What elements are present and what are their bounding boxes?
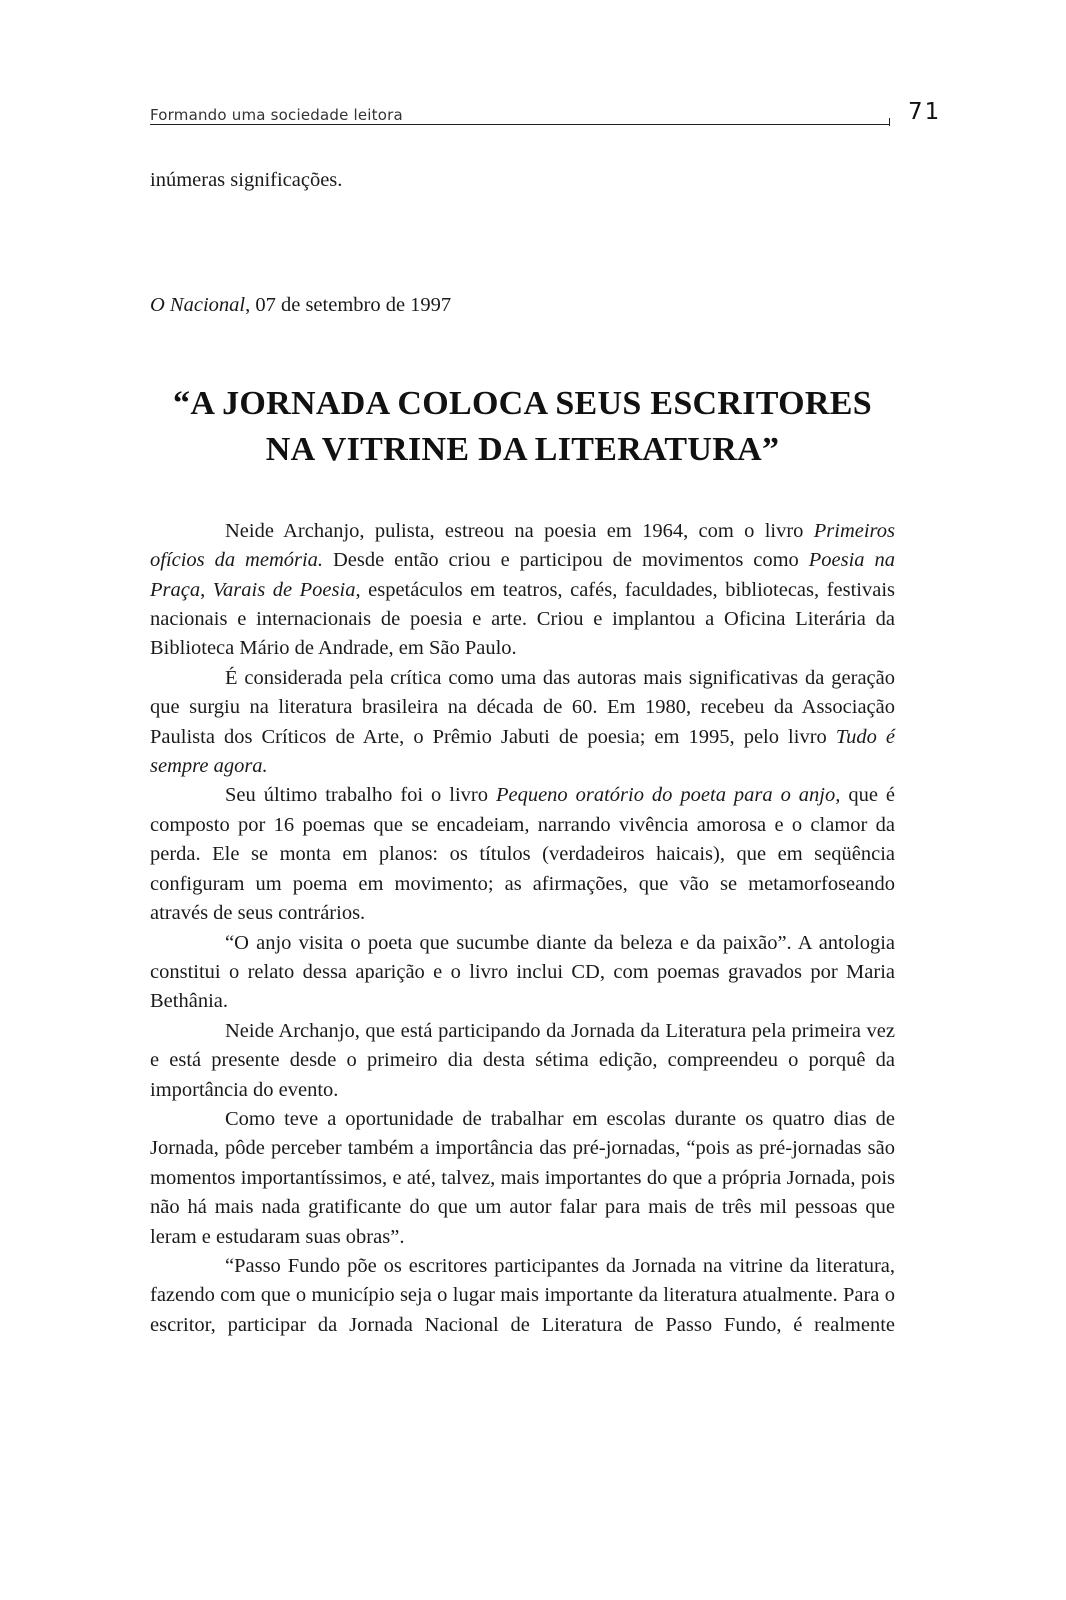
headline-line-2: NA VITRINE DA LITERATURA” — [265, 430, 780, 468]
paragraph-text: Desde então criou e participou de movimentos como — [323, 549, 809, 572]
article-body — [150, 517, 895, 1340]
paragraph-text: Neide Archanjo, que está participando da Jornada da Literatura pela primeira vez e está presente desde o primeiro dia desta sétima edição, compreendeu o porquê da importância do evento. — [150, 1019, 895, 1101]
paragraph-text: É considerada pela crítica como uma das autoras mais significativas da geração que surgiu na literatura brasileira na década de 60. Em 1980, recebeu da Associação Paulista dos Críticos de Arte, o Prêmio Jabuti de poesia; em 1995, pelo livro — [150, 666, 895, 748]
article-paragraph — [150, 929, 895, 1017]
article-paragraph — [150, 1105, 895, 1252]
article-paragraph — [150, 664, 895, 782]
book-title: Formando uma sociedade leitora — [150, 106, 403, 124]
paragraph-text: Como teve a oportunidade de trabalhar em escolas durante os quatro dias de Jornada, pôde perceber também a importância das pré-jornadas, “pois as pré-jornadas são momentos importantíssimos, e até, talvez, mais importantes do que a própria Jornada, pois não há mais nada gratificante do que um autor falar para mais de três mil pessoas que leram e estudaram suas obras”. — [150, 1107, 895, 1248]
article-headline — [150, 381, 895, 473]
italic-title: Primeiros ofícios da memória. — [150, 519, 895, 572]
publication-name: O Nacional — [150, 294, 246, 317]
paragraph-text: que é composto por 16 poemas que se encadeiam, narrando vivência amorosa e o clamor da perda. Ele se monta em planos: os títulos (verdadeiros haicais), que em seqüência configuram um poema em movimento; as afirmações, que vão se metamorfoseando através de seus contrários. — [150, 784, 895, 925]
paragraph-text: Neide Archanjo, pulista, estreou na poesia em 1964, com o livro — [225, 519, 814, 542]
page-number: 71 — [908, 99, 942, 125]
italic-title: Poesia na Praça — [150, 549, 896, 601]
paragraph-text: Seu último trabalho foi o livro — [225, 784, 496, 807]
publication-date: , 07 de setembro de 1997 — [245, 294, 452, 317]
paragraph-text: “Passo Fundo põe os escritores participantes da Jornada na vitrine da literatura, fazendo com que o município seja o lugar mais importante da literatura atualmente. Para o escritor, participar da Jornada Nacional de Literatura de Passo Fundo, é realmente — [150, 1254, 895, 1336]
paragraph-text: “O anjo visita o poeta que sucumbe diante da beleza e da paixão”. A antologia constitui o relato dessa aparição e o livro inclui CD, com poemas gravados por Maria Bethânia. — [150, 931, 895, 1013]
running-header — [150, 100, 940, 130]
article-paragraph — [150, 517, 895, 664]
headline-line-1: “A JORNADA COLOCA SEUS ESCRITORES — [173, 384, 872, 422]
article-paragraph — [150, 781, 895, 928]
article-paragraph — [150, 1017, 895, 1105]
continued-text: inúmeras significações. — [150, 169, 343, 191]
header-rule — [150, 124, 890, 125]
header-rule-tick — [889, 118, 890, 126]
page-body — [150, 166, 895, 1340]
italic-title: Pequeno oratório do poeta para o anjo, — [495, 784, 841, 807]
article-source — [150, 291, 895, 320]
paragraph-text: , espetáculos em teatros, cafés, faculdades, bibliotecas, festivais nacionais e internacionais de poesia e arte. Criou e implantou a Oficina Literária da Biblioteca Mário de Andrade, em São Paulo. — [150, 578, 895, 660]
italic-title: Tudo é sempre agora. — [150, 725, 895, 778]
article-paragraph — [150, 1252, 895, 1340]
paragraph-text: , — [200, 578, 213, 601]
italic-title: Varais de Poesia — [212, 578, 356, 601]
